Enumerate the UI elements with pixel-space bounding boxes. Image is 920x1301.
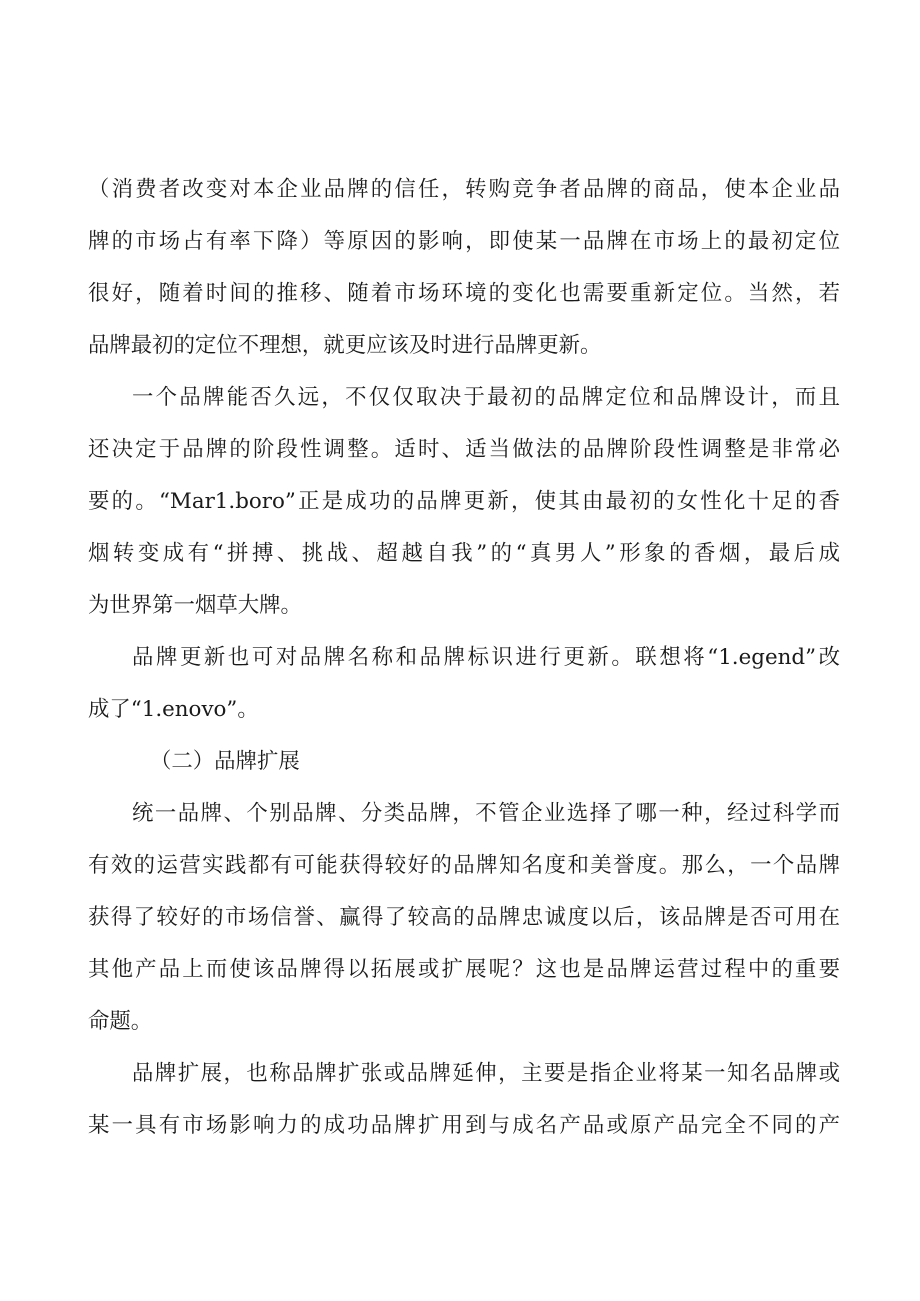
section-heading — [88, 736, 840, 788]
paragraph-3 — [88, 632, 840, 736]
text-line: 有效的运营实践都有可能获得较好的品牌知名度和美誉度。那么，一个品牌 — [88, 853, 840, 878]
text-line: （消费者改变对本企业品牌的信任，转购竞争者品牌的商品，使本企业品 — [88, 177, 840, 202]
text-line: 品牌最初的定位不理想，就更应该及时进行品牌更新。 — [88, 333, 602, 358]
text-line: 品牌扩展，也称品牌扩张或品牌延伸，主要是指企业将某一知名品牌或 — [132, 1061, 840, 1086]
text-line: 品牌更新也可对品牌名称和品牌标识进行更新。联想将“1.egend”改 — [132, 645, 840, 670]
text-line: 其他产品上而使该品牌得以拓展或扩展呢？这也是品牌运营过程中的重要 — [88, 957, 840, 982]
paragraph-5 — [88, 1048, 840, 1152]
text-line: 要的。“Mar1.boro”正是成功的品牌更新，使其由最初的女性化十足的香 — [88, 489, 840, 514]
document-page — [88, 164, 840, 1152]
text-line: 获得了较好的市场信誉、赢得了较高的品牌忠诚度以后，该品牌是否可用在 — [88, 905, 840, 930]
text-line: 牌的市场占有率下降）等原因的影响，即使某一品牌在市场上的最初定位 — [88, 229, 840, 254]
paragraph-4 — [88, 788, 840, 1048]
text-line: 某一具有市场影响力的成功品牌扩用到与成名产品或原产品完全不同的产 — [88, 1113, 840, 1138]
text-line: 一个品牌能否久远，不仅仅取决于最初的品牌定位和品牌设计，而且 — [132, 385, 840, 410]
paragraph-2 — [88, 372, 840, 632]
section-heading-text: （二）品牌扩展 — [150, 749, 300, 774]
text-line: 还决定于品牌的阶段性调整。适时、适当做法的品牌阶段性调整是非常必 — [88, 437, 840, 462]
paragraph-1 — [88, 164, 840, 372]
text-line: 烟转变成有“拼搏、挑战、超越自我”的“真男人”形象的香烟，最后成 — [88, 541, 840, 566]
text-line: 统一品牌、个别品牌、分类品牌，不管企业选择了哪一种，经过科学而 — [132, 801, 840, 826]
text-line: 成了“1.enovo”。 — [88, 697, 259, 722]
text-line: 命题。 — [88, 1009, 153, 1034]
text-line: 很好，随着时间的推移、随着市场环境的变化也需要重新定位。当然，若 — [88, 281, 840, 306]
text-line: 为世界第一烟草大牌。 — [88, 593, 302, 618]
